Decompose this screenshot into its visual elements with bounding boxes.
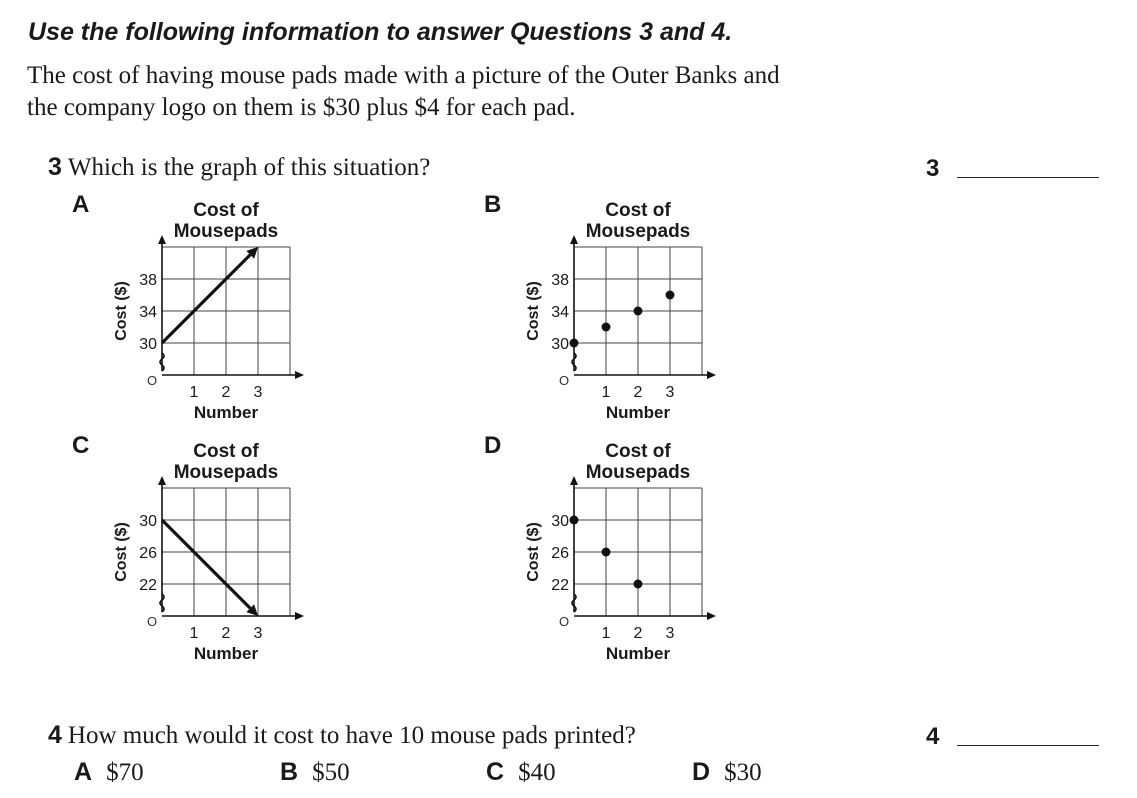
- answer-4-blank[interactable]: [957, 745, 1099, 746]
- origin-label: O: [146, 373, 158, 388]
- question-3-number: 3: [48, 153, 62, 181]
- x-tick-label: 1: [601, 625, 611, 642]
- x-axis-arrow: [295, 371, 304, 379]
- answer-4-number: 4: [926, 723, 940, 750]
- y-tick-label: 38: [551, 272, 569, 289]
- passage-line-2: the company logo on them is $30 plus $4 for each pad.: [27, 94, 576, 121]
- graph-title-line-2: Mousepads: [173, 462, 279, 483]
- question-3-text: Which is the graph of this situation?: [67, 154, 431, 181]
- x-tick-label: 3: [665, 625, 675, 642]
- y-tick-label: 26: [139, 545, 157, 562]
- x-tick-label: 3: [253, 384, 263, 401]
- graph-title: [174, 200, 279, 242]
- passage-line-1: The cost of having mouse pads made with a picture of the Outer Banks and: [27, 62, 780, 89]
- graph-d[interactable]: [512, 436, 772, 671]
- option-c-label[interactable]: C: [72, 432, 90, 459]
- y-axis-arrow: [158, 476, 166, 485]
- choice-d-letter: D: [692, 758, 711, 786]
- data-point: [666, 291, 675, 300]
- choice-c-letter: C: [486, 758, 505, 786]
- x-tick-label: 2: [633, 625, 643, 642]
- y-tick-label: 34: [139, 304, 157, 321]
- y-tick-label: 30: [139, 336, 157, 353]
- graph-title-line-2: Mousepads: [173, 221, 279, 242]
- origin-label: O: [558, 373, 570, 388]
- graph-title-line-1: Cost of: [193, 200, 259, 221]
- choice-d-text: $30: [724, 759, 762, 786]
- x-tick-label: 3: [665, 384, 675, 401]
- y-tick-label: 22: [551, 577, 569, 594]
- x-axis-arrow: [707, 371, 716, 379]
- y-tick-label: 22: [139, 577, 157, 594]
- question-4: [48, 721, 636, 750]
- graph-title-line-1: Cost of: [605, 200, 671, 221]
- series-line: [162, 255, 250, 343]
- y-tick-label: 38: [139, 272, 157, 289]
- choice-b[interactable]: [280, 758, 350, 787]
- choice-a-text: $70: [106, 759, 144, 786]
- y-axis-label: Cost ($): [113, 281, 130, 341]
- x-tick-label: 2: [221, 625, 231, 642]
- y-tick-label: 34: [551, 304, 569, 321]
- choice-b-text: $50: [312, 759, 350, 786]
- data-point: [602, 548, 611, 557]
- x-axis-label: Number: [605, 644, 671, 663]
- y-axis-label: Cost ($): [525, 522, 542, 582]
- question-3: [48, 153, 430, 182]
- data-point: [602, 323, 611, 332]
- x-axis-label: Number: [193, 644, 259, 663]
- instructions-heading: Use the following information to answer Questions 3 and 4.: [28, 18, 733, 46]
- choice-c[interactable]: [486, 758, 556, 787]
- passage: [27, 60, 907, 124]
- option-d-label[interactable]: D: [484, 432, 502, 459]
- x-tick-label: 2: [633, 384, 643, 401]
- data-point: [570, 339, 579, 348]
- graph-title-line-1: Cost of: [605, 441, 671, 462]
- question-4-number: 4: [48, 721, 62, 749]
- origin-label: O: [146, 614, 158, 629]
- x-tick-label: 3: [253, 625, 263, 642]
- choice-b-letter: B: [280, 758, 299, 786]
- y-axis-label: Cost ($): [113, 522, 130, 582]
- x-axis-arrow: [295, 612, 304, 620]
- graph-svg: [512, 195, 772, 430]
- x-axis-label: Number: [193, 403, 259, 422]
- x-tick-label: 1: [189, 384, 199, 401]
- data-point: [570, 516, 579, 525]
- data-point: [634, 307, 643, 316]
- origin-label: O: [558, 614, 570, 629]
- graph-title-line-2: Mousepads: [585, 462, 691, 483]
- answer-3-blank[interactable]: [957, 177, 1099, 178]
- graph-title: [586, 441, 691, 483]
- graph-svg: [100, 195, 360, 430]
- answer-3-number: 3: [926, 155, 940, 182]
- y-axis-arrow: [570, 235, 578, 244]
- graph-a[interactable]: [100, 195, 360, 430]
- x-tick-label: 1: [601, 384, 611, 401]
- option-b-label[interactable]: B: [484, 191, 502, 218]
- y-tick-label: 30: [551, 336, 569, 353]
- graph-c[interactable]: [100, 436, 360, 671]
- x-tick-label: 2: [221, 384, 231, 401]
- x-axis-arrow: [707, 612, 716, 620]
- y-tick-label: 26: [551, 545, 569, 562]
- question-4-text: How much would it cost to have 10 mouse pads printed?: [67, 722, 636, 749]
- y-tick-label: 30: [551, 513, 569, 530]
- data-point: [634, 580, 643, 589]
- graph-svg: [100, 436, 360, 671]
- y-axis-arrow: [570, 476, 578, 485]
- graph-title-line-1: Cost of: [193, 441, 259, 462]
- graph-title: [174, 441, 279, 483]
- x-axis-label: Number: [605, 403, 671, 422]
- y-tick-label: 30: [139, 513, 157, 530]
- option-a-label[interactable]: A: [72, 191, 90, 218]
- graph-title-line-2: Mousepads: [585, 221, 691, 242]
- choice-c-text: $40: [518, 759, 556, 786]
- graph-b[interactable]: [512, 195, 772, 430]
- y-axis-arrow: [158, 235, 166, 244]
- x-tick-label: 1: [189, 625, 199, 642]
- graph-svg: [512, 436, 772, 671]
- series-line: [162, 520, 250, 608]
- choice-d[interactable]: [692, 758, 762, 787]
- choice-a[interactable]: [74, 758, 144, 787]
- graph-title: [586, 200, 691, 242]
- choice-a-letter: A: [74, 758, 93, 786]
- y-axis-label: Cost ($): [525, 281, 542, 341]
